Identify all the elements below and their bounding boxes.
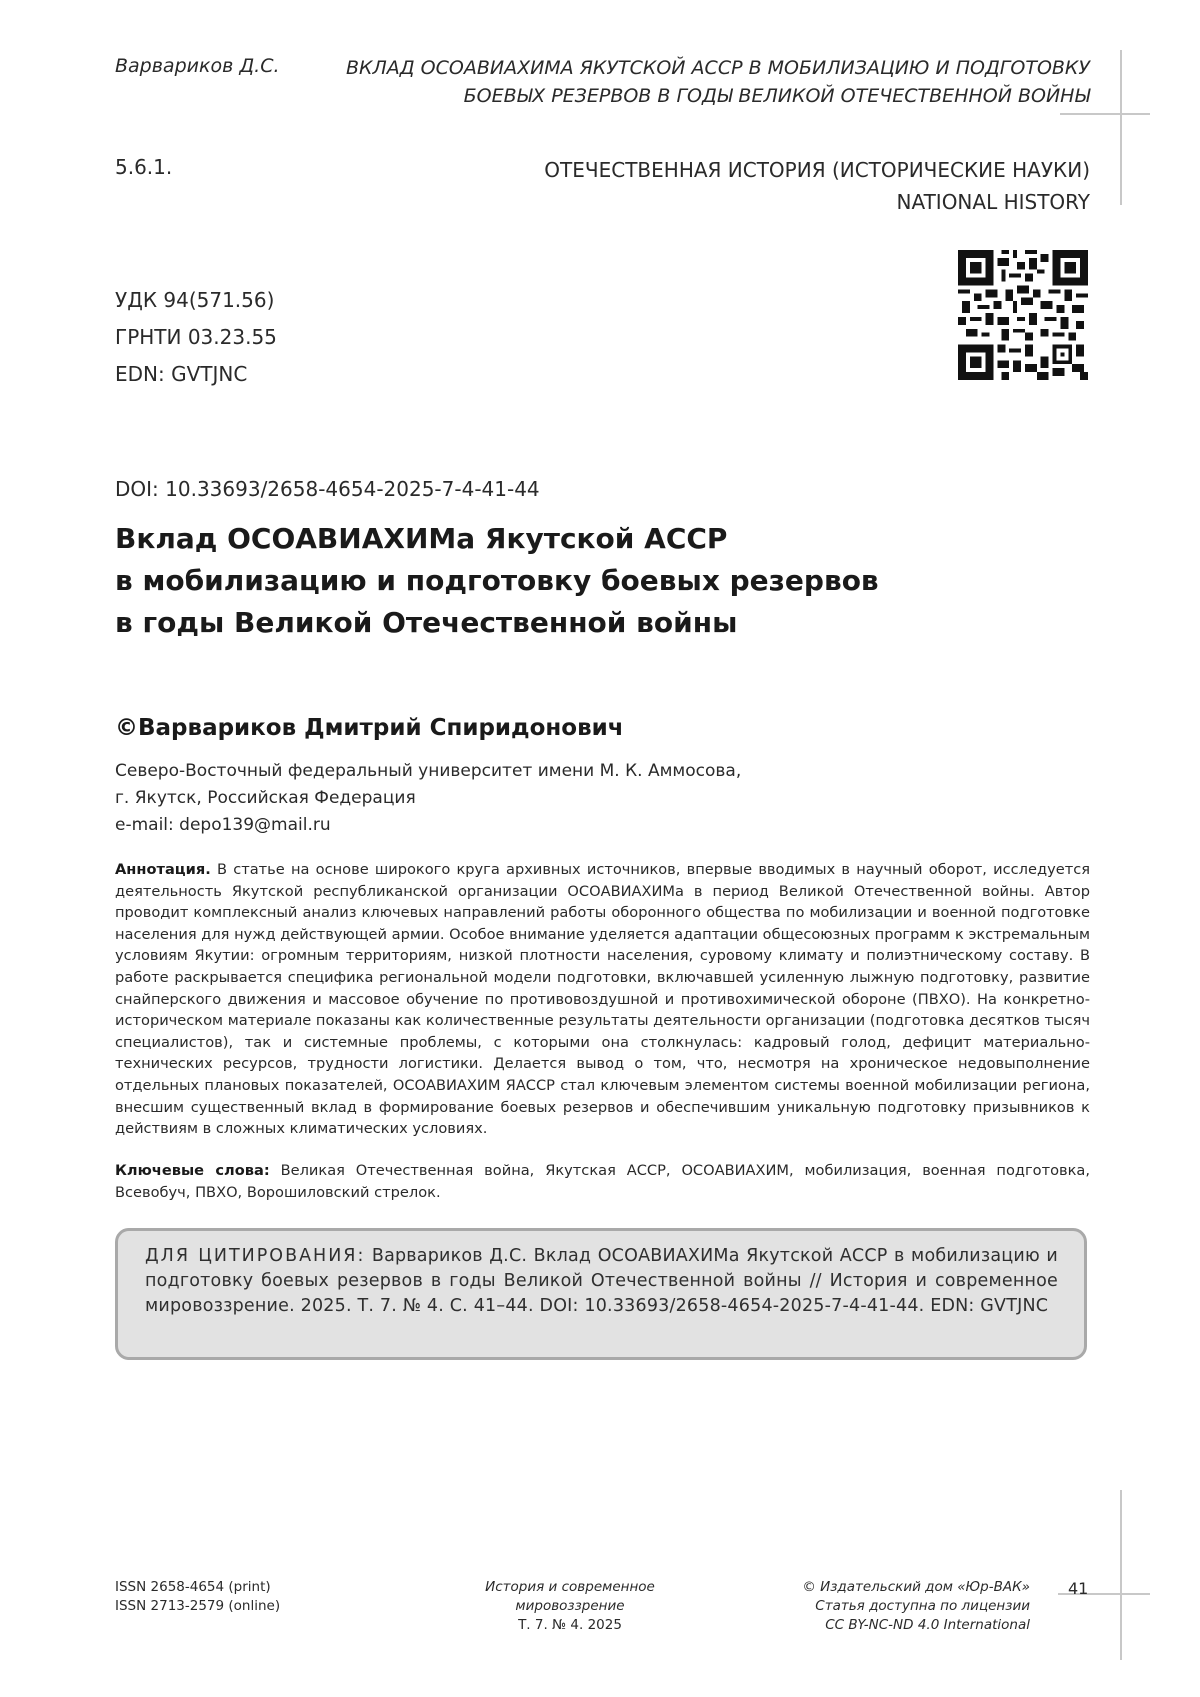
qr-code-icon [958, 250, 1088, 380]
running-title-line: БОЕВЫХ РЕЗЕРВОВ В ГОДЫ ВЕЛИКОЙ ОТЕЧЕСТВЕННОЙ ВОЙНЫ [463, 85, 1090, 107]
author-email[interactable]: e-mail: depo139@mail.ru [115, 815, 331, 835]
specialty-name [544, 154, 1090, 218]
footer-journal [435, 1578, 705, 1635]
title-line: в годы Великой Отечественной войны [115, 606, 738, 639]
grnti: ГРНТИ 03.23.55 [115, 325, 277, 349]
specialty-name-ru: ОТЕЧЕСТВЕННАЯ ИСТОРИЯ (ИСТОРИЧЕСКИЕ НАУКИ) [544, 158, 1090, 182]
abstract-text: В статье на основе широкого круга архивных источников, впервые вводимых в научный оборот, исследуется деятельность Якутской республиканской организации ОСОАВИАХИМа в период Великой Отечественной войны. Автор проводит комплексный анализ ключевых направлений работы оборонного общества по мобилизации и военной подготовке населения для нужд действующей армии. Особое внимание уделяется адаптации общесоюзных программ к экстремальным условиям Якутии: огромным территориям, низкой плотности населения, суровому климату и полиэтническому составу. В работе раскрывается специфика региональной модели подготовки, включавшей усиленную лыжную подготовку, развитие снайперского движения и массовое обучение по противовоздушной и противохимической обороне (ПВХО). На конкретно-историческом материале показаны как количественные результаты деятельности организации (подготовка десятков тысяч специалистов), так и системные проблемы, с которыми она столкнулась: кадровый голод, дефицит материально-технических ресурсов, трудности логистики. Делается вывод о том, что, несмотря на хроническое недовыполнение отдельных плановых показателей, ОСОАВИАХИМ ЯАССР стал ключевым элементом системы военной мобилизации региона, внесшим существенный вклад в формирование боевых резервов и обеспечившим уникальную подготовку призывников к действиям в сложных климатических условиях. [115, 861, 1090, 1138]
margin-rule-vertical [1120, 1490, 1122, 1660]
license-line: Статья доступна по лицензии [815, 1598, 1030, 1614]
margin-rule-vertical [1120, 50, 1122, 205]
issn-online: ISSN 2713-2579 (online) [115, 1598, 281, 1614]
doi: DOI: 10.33693/2658-4654-2025-7-4-41-44 [115, 477, 540, 501]
running-title-line: ВКЛАД ОСОАВИАХИМА ЯКУТСКОЙ АССР В МОБИЛИЗАЦИЮ И ПОДГОТОВКУ [345, 57, 1090, 79]
edn: EDN: GVTJNC [115, 362, 248, 386]
citation-label: ДЛЯ ЦИТИРОВАНИЯ: [145, 1246, 366, 1266]
identifiers [115, 282, 277, 393]
running-title [330, 54, 1090, 110]
citation-box [115, 1228, 1087, 1360]
abstract [115, 859, 1090, 1140]
footer-license [802, 1578, 1030, 1635]
journal-issue: Т. 7. № 4. 2025 [518, 1617, 622, 1633]
specialty-code: 5.6.1. [115, 155, 173, 179]
author-name: ©Варвариков Дмитрий Спиридонович [115, 715, 624, 741]
affiliation-line: г. Якутск, Российская Федерация [115, 788, 416, 808]
issn-print: ISSN 2658-4654 (print) [115, 1579, 271, 1595]
running-author: Варвариков Д.С. [115, 55, 280, 77]
keywords-text: Великая Отечественная война, Якутская АССР, ОСОАВИАХИМ, мобилизация, военная подготовка, Всевобуч, ПВХО, Ворошиловский стрелок. [115, 1162, 1090, 1201]
title-line: в мобилизацию и подготовку боевых резервов [115, 564, 879, 597]
specialty-name-en: NATIONAL HISTORY [896, 190, 1090, 214]
journal-name: История и современное мировоззрение [485, 1579, 655, 1614]
footer-issn [115, 1578, 280, 1616]
keywords-label: Ключевые слова: [115, 1162, 270, 1179]
title-line: Вклад ОСОАВИАХИМа Якутской АССР [115, 522, 728, 555]
citation-text: Варвариков Д.С. Вклад ОСОАВИАХИМа Якутской АССР в мобилизацию и подготовку боевых резервов в годы Великой Отечественной войны // История и современное мировоззрение. 2025. Т. 7. № 4. С. 41–44. DOI: 10.33693/2658-4654-2025-7-4-41-44. EDN: GVTJNC [145, 1246, 1058, 1316]
affiliation-line: Северо-Восточный федеральный университет имени М. К. Аммосова, [115, 761, 742, 781]
abstract-label: Аннотация. [115, 861, 211, 878]
license-line: CC BY-NC-ND 4.0 International [825, 1617, 1030, 1633]
page-number: 41 [1068, 1579, 1089, 1598]
author-affiliation [115, 758, 741, 839]
keywords [115, 1160, 1090, 1203]
publisher: © Издательский дом «Юр-ВАК» [802, 1579, 1030, 1595]
article-title [115, 518, 879, 644]
udk: УДК 94(571.56) [115, 288, 275, 312]
margin-rule-horizontal [1060, 113, 1150, 115]
